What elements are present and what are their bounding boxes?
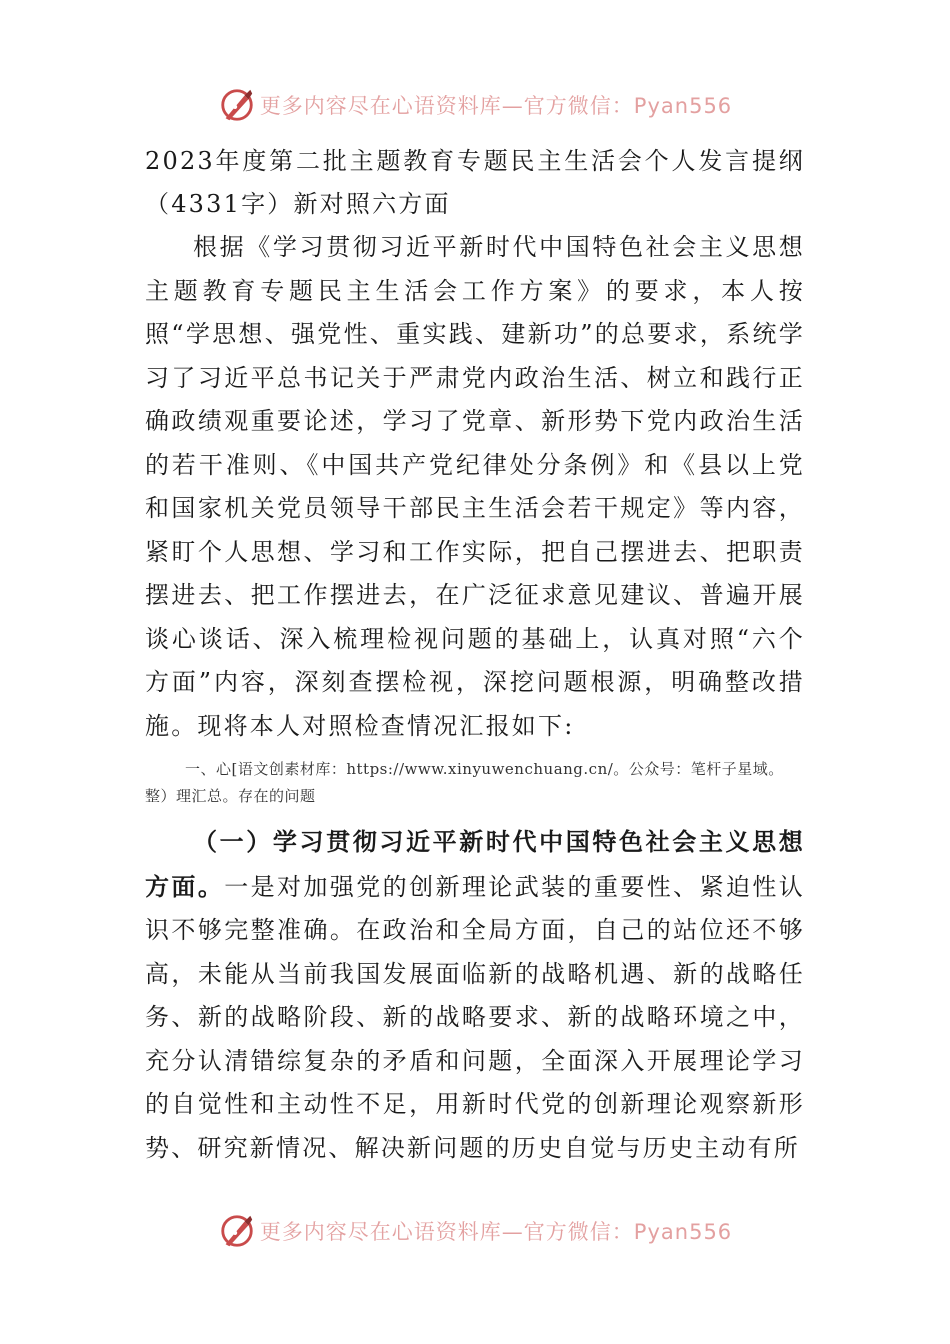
footer-banner bbox=[0, 1206, 950, 1256]
section-1-heading: （一）学习贯彻习近平新时代中国特色社会主义思想方面。 bbox=[145, 827, 805, 901]
banner-text: 更多内容尽在心语资料库—官方微信：Pyan556 bbox=[259, 94, 733, 118]
document-body bbox=[145, 140, 805, 1170]
section-1-paragraph bbox=[145, 820, 805, 1170]
pen-logo-icon bbox=[218, 86, 256, 124]
document-title: 2023年度第二批主题教育专题民主生活会个人发言提纲（4331字）新对照六方面 bbox=[145, 147, 805, 218]
banner-text: 更多内容尽在心语资料库—官方微信：Pyan556 bbox=[259, 1220, 733, 1244]
intro-paragraph: 根据《学习贯彻习近平新时代中国特色社会主义思想主题教育专题民主生活会工作方案》的要求，本人按照“学思想、强党性、重实践、建新功”的总要求，系统学习了习近平总书记关于严肃党内政治生活、树立和践行正确政绩观重要论述，学习了党章、新形势下党内政治生活的若干准则、《中国共产党纪律处分条例》和《县以上党和国家机关党员领导干部民主生活会若干规定》等内容，紧盯个人思想、学习和工作实际，把自己摆进去、把职责摆进去、把工作摆进去，在广泛征求意见建议、普遍开展谈心谈话、深入梳理检视问题的基础上，认真对照“六个方面”内容，深刻查摆检视，深挖问题根源，明确整改措施。现将本人对照检查情况汇报如下: bbox=[145, 233, 805, 740]
source-note: 一、心[语文创素材库：https://www.xinyuwenchuang.cn/。公众号：笔杆子星域。整）理汇总。存在的问题 bbox=[145, 760, 784, 805]
pen-logo-icon bbox=[218, 1212, 256, 1250]
section-1-body: 一是对加强党的创新理论武装的重要性、紧迫性认识不够完整准确。在政治和全局方面，自己的站位还不够高，未能从当前我国发展面临新的战略机遇、新的战略任务、新的战略阶段、新的战略要求、新的战略环境之中，充分认清错综复杂的矛盾和问题，全面深入开展理论学习的自觉性和主动性不足，用新时代党的创新理论观察新形势、研究新情况、解决新问题的历史自觉与历史主动有所 bbox=[145, 872, 805, 1162]
header-banner bbox=[0, 80, 950, 130]
